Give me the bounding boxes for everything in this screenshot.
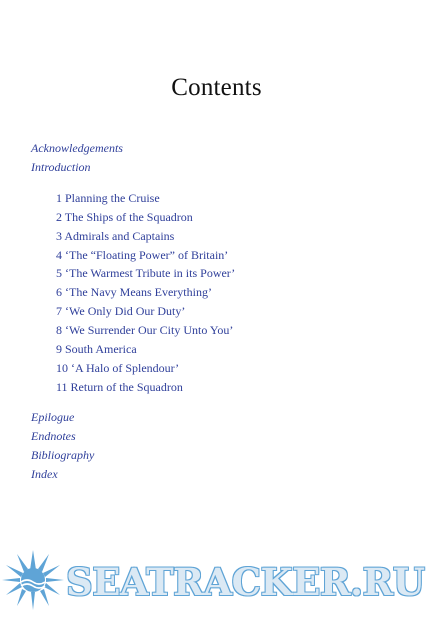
toc-introduction[interactable]: Introduction [31, 160, 91, 174]
toc-chapter-6[interactable]: 6 ‘The Navy Means Everything’ [56, 285, 212, 299]
toc-chapter-11[interactable]: 11 Return of the Squadron [56, 380, 183, 394]
toc-index[interactable]: Index [31, 467, 58, 481]
toc-chapter-5[interactable]: 5 ‘The Warmest Tribute in its Power’ [56, 266, 236, 280]
toc-endnotes[interactable]: Endnotes [31, 429, 76, 443]
toc-chapter-7[interactable]: 7 ‘We Only Did Our Duty’ [56, 304, 186, 318]
toc-bibliography[interactable]: Bibliography [31, 448, 95, 462]
sunburst-logo-icon [0, 548, 66, 617]
watermark-text: SEATRACKER.RU [66, 560, 425, 604]
toc-chapter-2[interactable]: 2 The Ships of the Squadron [56, 210, 193, 224]
toc-acknowledgements[interactable]: Acknowledgements [31, 141, 123, 155]
toc-chapter-9[interactable]: 9 South America [56, 342, 137, 356]
toc-chapter-8[interactable]: 8 ‘We Surrender Our City Unto You’ [56, 323, 234, 337]
toc-chapter-3[interactable]: 3 Admirals and Captains [56, 229, 175, 243]
toc-epilogue[interactable]: Epilogue [31, 410, 75, 424]
toc-chapter-4[interactable]: 4 ‘The “Floating Power” of Britain’ [56, 248, 229, 262]
watermark [0, 548, 433, 617]
toc-chapter-10[interactable]: 10 ‘A Halo of Splendour’ [56, 361, 180, 375]
toc-chapter-1[interactable]: 1 Planning the Cruise [56, 191, 160, 205]
page-title: Contents [171, 74, 262, 101]
